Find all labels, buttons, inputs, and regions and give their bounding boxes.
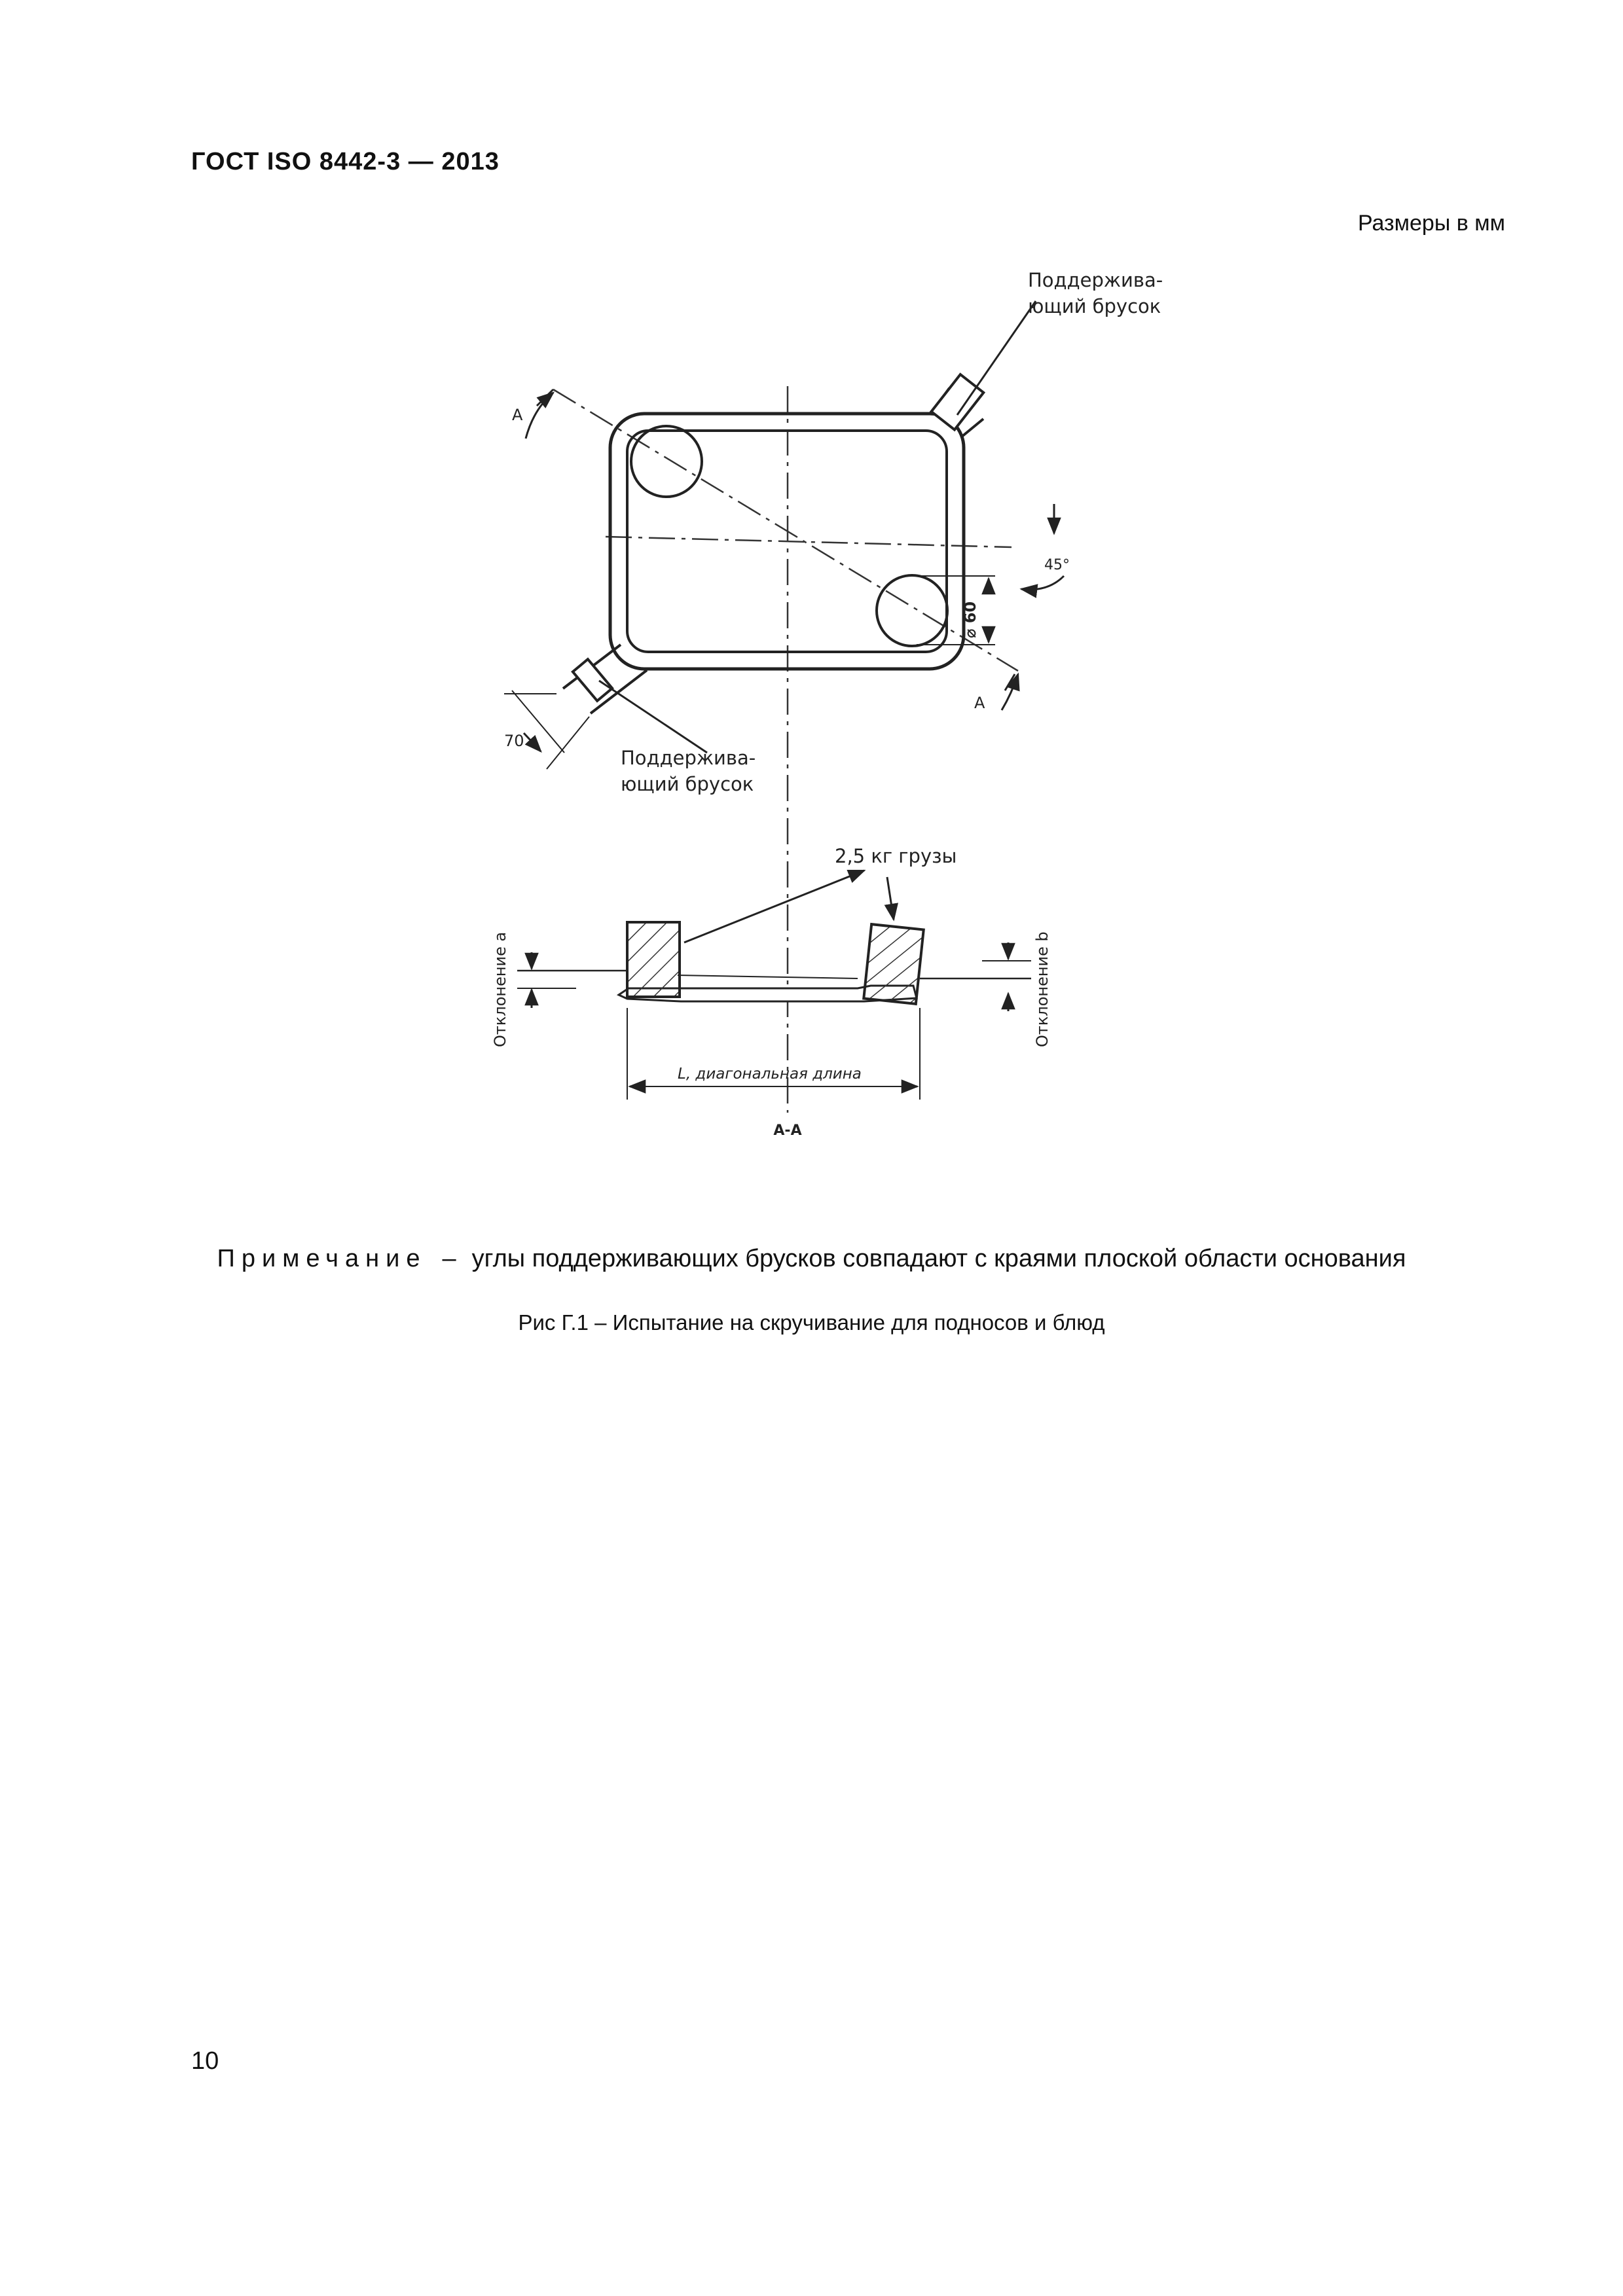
label-deflection-b: Отклонение b — [1033, 931, 1051, 1047]
support-circle-top-left — [631, 426, 702, 497]
label-angle-45: 45° — [1044, 557, 1070, 573]
weight-right — [864, 924, 923, 1004]
label-section-view: A-A — [773, 1122, 802, 1139]
label-support-bottom-line1: Поддержива- — [621, 747, 756, 769]
label-support-bottom-line2: ющий брусок — [621, 773, 754, 795]
label-diagonal-length: L, диагональная длина — [678, 1066, 862, 1083]
note — [0, 1245, 1623, 1273]
weight-left — [627, 922, 680, 997]
figure-caption: Рис Г.1 – Испытание на скручивание для подносов и блюд — [518, 1310, 1105, 1335]
label-width-70: 70 — [504, 732, 524, 750]
label-section-a-bottom: A — [974, 694, 985, 712]
label-diameter-60: ⌀ 60 — [961, 601, 979, 638]
note-label: Примечание — [217, 1245, 427, 1272]
support-circle-bottom-right — [877, 575, 947, 646]
page-number: 10 — [191, 2047, 219, 2075]
label-section-a-top: A — [512, 406, 523, 424]
label-deflection-a: Отклонение a — [491, 931, 509, 1047]
label-support-top-line2: ющий брусок — [1028, 295, 1161, 317]
label-support-top-line1: Поддержива- — [1028, 269, 1163, 291]
note-text: углы поддерживающих брусков совпадают с краями плоской области основания — [471, 1245, 1406, 1272]
note-dash: – — [442, 1245, 456, 1272]
document-header: ГОСТ ISO 8442-3 — 2013 — [191, 148, 500, 175]
label-weights: 2,5 кг грузы — [835, 845, 957, 867]
support-bar-top-right — [932, 301, 1036, 437]
units-note: Размеры в мм — [1357, 211, 1505, 236]
center-line-horizontal — [606, 537, 1012, 547]
